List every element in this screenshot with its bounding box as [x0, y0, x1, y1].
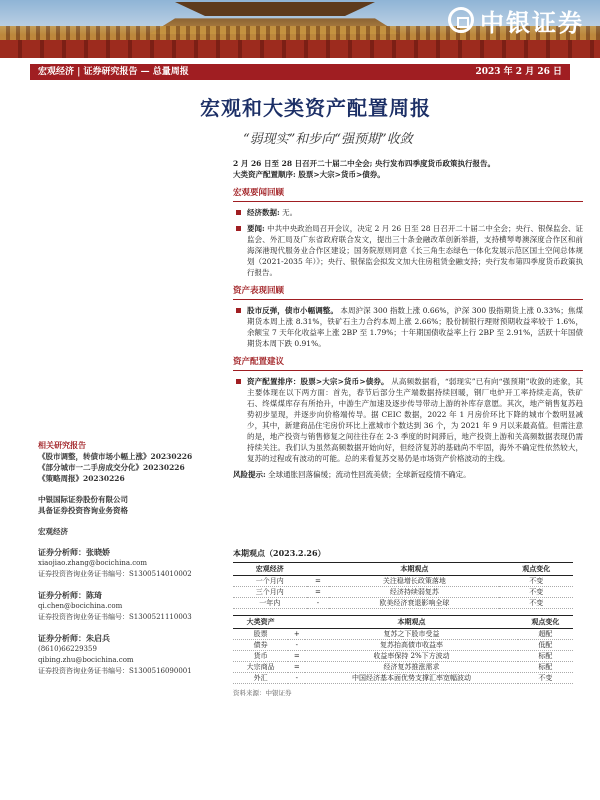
table-row: [233, 629, 573, 640]
bullet-text: 本周沪深 300 指数上涨 0.66%，沪深 300 股指期货上涨 0.33%；焦煤期货本周上涨 8.31%，铁矿石主力合约本周上涨 2.66%；股份制银行理财预期收益率较于 1.6%，余额宝 7 天年化收益率上涨 2BP 至 1.79%；十年期国债收益率上行 2BP 至 2.91%，活跃十年国债期货本周下跌 0.91%。: [247, 306, 584, 348]
cell: 货币: [233, 651, 288, 662]
analyst-cert: 证券投资咨询业务证书编号：S1300521110003: [38, 613, 192, 621]
cell: 一个月内: [233, 576, 307, 587]
bullet-advice: [233, 376, 583, 464]
section-macro-review: 宏观要闻回顾: [233, 188, 583, 202]
col-header: 观点变化: [499, 563, 573, 576]
table-source: 资料来源：中银证券: [233, 689, 292, 697]
cell: 经济复苏推涨需求: [305, 662, 517, 673]
risk-label: 风险提示:: [233, 470, 266, 479]
report-title: 宏观和大类资产配置周报: [200, 96, 431, 120]
col-header: 观点变化: [518, 616, 573, 629]
report-category: 宏观经济 | 证券研究报告 — 总量周报: [38, 67, 189, 77]
cell: 标配: [518, 662, 573, 673]
analyst-phone: (8610)66229359: [38, 645, 97, 653]
analyst-email[interactable]: qibing.zhu@bocichina.com: [38, 656, 134, 664]
bullet-label: 要闻:: [247, 224, 265, 233]
bank-logo-icon: [448, 7, 474, 33]
cell: 一年内: [233, 598, 307, 609]
cell: 收益率保持 2%下方波动: [305, 651, 517, 662]
analyst-email[interactable]: xiaojiao.zhang@bocichina.com: [38, 559, 148, 567]
table-row: [233, 673, 573, 684]
cell: =: [288, 651, 305, 662]
report-category-bar: [30, 64, 570, 80]
analyst-cert: 证券投资咨询业务证书编号：S1300514010002: [38, 570, 192, 578]
section-asset-review: 资产表现回顾: [233, 286, 583, 300]
col-header: 本期观点: [305, 616, 517, 629]
bullet-econ-data: [233, 207, 583, 218]
bullet-text: 从高频数据看，“弱现实”已有向“强预期”收敛的迹象，其主要体现在以下两方面：首先，春节后部分生产端数据持续回暖，钢厂电炉开工率持续走高，铁矿石、终煤煤库存有所抬升，中游生产加速及逐步传导带动上游的补库存意愿。其次，地产销售复苏趋势初步显现，并逐步向价格端传导。据 CEIC 数据，2022 年 1 月房价环比下降的城市个数明显减少，其中，新建商品住宅房价环比上涨城市个数达到 36 个，为 2021 年 9 月以来最高值。但需注意的是，地产投资与销售修复之间往往存在 2-3 季度的时间滞后，地产投资上游和关高频数据表现仍需持续关注。我们认为虽然高频数据开始向好，但经济复苏的基础尚不牢固，海外不确定性依然较大，复苏的过程或有波动的可能。总的来看复苏交易仍是市场资产价格波动的主线。: [247, 377, 584, 463]
sector-label: 宏观经济: [38, 527, 68, 536]
company-logo: [448, 4, 584, 36]
sidebar: [38, 440, 228, 677]
cell: 不变: [499, 587, 573, 598]
cell: -: [307, 598, 330, 609]
col-header: 大类资产: [233, 616, 288, 629]
cell: 三个月内: [233, 587, 307, 598]
related-reports-title: 相关研究报告: [38, 440, 86, 450]
cell: =: [288, 662, 305, 673]
cell: 标配: [518, 651, 573, 662]
company-qualification: 具备证券投资咨询业务资格: [38, 506, 128, 515]
bullet-label: 股市反弹，债市小幅调整。: [247, 306, 338, 315]
cell: +: [288, 629, 305, 640]
cell: 中国经济基本面优势支撑汇率宽幅波动: [305, 673, 517, 684]
table-row: [233, 640, 573, 651]
cell: 经济持续弱复苏: [329, 587, 499, 598]
analyst-email[interactable]: qi.chen@bocichina.com: [38, 602, 123, 610]
table-row: [233, 651, 573, 662]
cell: 不变: [499, 576, 573, 587]
bullet-text: 无。: [282, 208, 298, 217]
related-report[interactable]: 《部分城市一二手房成交分化》20230226: [38, 463, 185, 472]
section-asset-advice: 资产配置建议: [233, 357, 583, 371]
cell: 债券: [233, 640, 288, 651]
cell: =: [307, 576, 330, 587]
cell: 复苏抬高债市收益率: [305, 640, 517, 651]
cell: 关注稳增长政策落地: [329, 576, 499, 587]
cell: 欧美经济衰退影响全球: [329, 598, 499, 609]
report-date: 2023 年 2 月 26 日: [475, 67, 562, 77]
views-table-title: 本期观点（2023.2.26）: [233, 548, 326, 558]
main-content: [233, 158, 583, 480]
col-header: 宏观经济: [233, 563, 307, 576]
asset-views-table: [233, 615, 573, 684]
risk-text: 全球通胀回落偏缓；流动性回流美债；全球新冠疫情不确定。: [268, 470, 471, 479]
cell: =: [307, 587, 330, 598]
logo-text: 中银证券: [480, 8, 584, 37]
related-report[interactable]: 《策略周报》20230226: [38, 474, 125, 483]
analyst-name: 证券分析师：朱启兵: [38, 633, 110, 643]
table-row: [233, 598, 573, 609]
bullet-label: 经济数据:: [247, 208, 280, 217]
company-name: 中银国际证券股份有限公司: [38, 495, 128, 504]
views-table-section: [233, 548, 573, 697]
palace-wall-graphic: [0, 40, 600, 58]
cell: 股票: [233, 629, 288, 640]
cell: -: [288, 640, 305, 651]
cell: 大宗商品: [233, 662, 288, 673]
bullet-performance: [233, 305, 583, 349]
palace-roof-graphic: [175, 2, 375, 16]
bullet-label: 资产配置排序：股票>大宗>货币>债券。: [247, 377, 389, 386]
col-header: [288, 616, 305, 629]
cell: 外汇: [233, 673, 288, 684]
cell: 不变: [499, 598, 573, 609]
header-banner: [0, 0, 600, 58]
table-row: [233, 576, 573, 587]
table-row: [233, 662, 573, 673]
cell: 复苏之下股市受益: [305, 629, 517, 640]
analyst-name: 证券分析师：张晓娇: [38, 547, 110, 557]
lead-line-1: 2 月 26 日至 28 日召开二十届二中全会; 央行发布四季度货币政策执行报告。: [233, 159, 496, 168]
bullet-text: 中共中央政治局召开会议，决定 2 月 26 日至 28 日召开二十届二中全会；央行、银保监会、证监会、外汇局及广东省政府联合发文，提出三十条金融改革创新举措，支持横琴粤澳深度合作区和前海深港现代服务业合作区建设；国务院原则同意《长三角生态绿色一体化发展示范区国土空间总体规划（2021-2035 年）》；央行、银保监会拟发文加大住房租赁金融支持；央行发布第四季度货币政策执行报告。: [247, 224, 583, 277]
cell: -: [288, 673, 305, 684]
related-report[interactable]: 《股市调整，转债市场小幅上涨》20230226: [38, 452, 193, 461]
bullet-news: [233, 223, 583, 278]
risk-warning: [233, 469, 583, 480]
cell: 超配: [518, 629, 573, 640]
col-header: [307, 563, 330, 576]
analyst-cert: 证券投资咨询业务证书编号：S1300516090001: [38, 667, 192, 675]
table-row: [233, 587, 573, 598]
macro-views-table: [233, 562, 573, 609]
lead-line-2: 大类资产配置顺序: 股票>大宗>货币>债券。: [233, 170, 385, 179]
cell: 低配: [518, 640, 573, 651]
cell: 不变: [518, 673, 573, 684]
col-header: 本期观点: [329, 563, 499, 576]
analyst-name: 证券分析师：陈琦: [38, 590, 102, 600]
report-subtitle: “弱现实”和步向“强预期”收敛: [243, 132, 413, 147]
